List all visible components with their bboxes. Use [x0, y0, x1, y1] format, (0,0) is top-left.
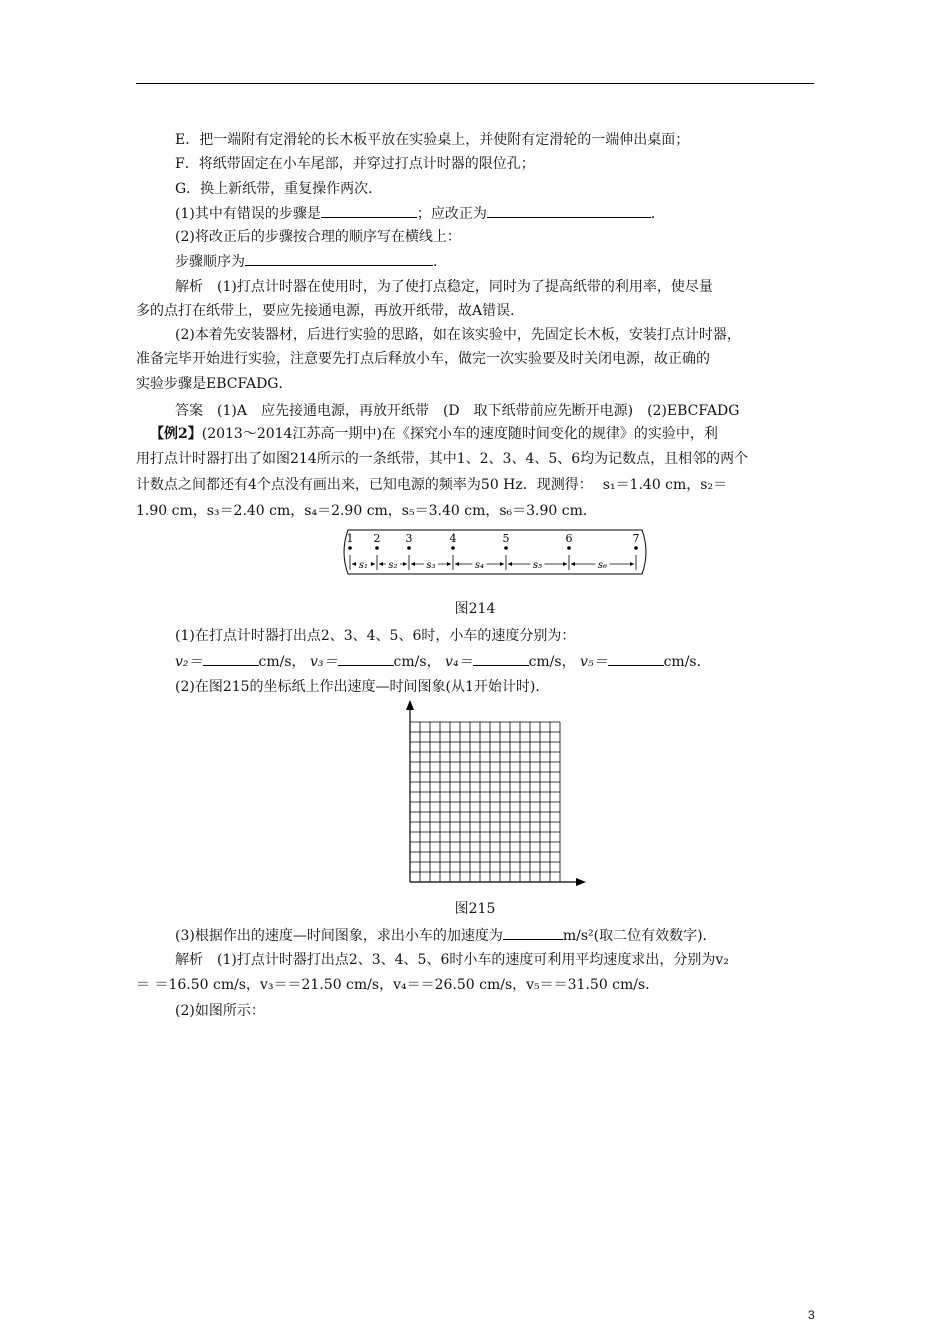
- tape-point-label: 3: [405, 532, 413, 545]
- tape-point-label: 5: [502, 532, 510, 545]
- solution-1-line1: 解析 (1)打点计时器打出点2、3、4、5、6时小车的速度可利用平均速度求出，分别为v₂: [175, 952, 729, 968]
- question-1-prompt: (1)其中有错误的步骤是: [175, 206, 321, 222]
- x-axis-arrow-icon: [576, 878, 586, 886]
- analysis-1-line2: 多的点打在纸带上，要应先接通电源，再放开纸带，故A错误．: [136, 303, 525, 319]
- tape-point-label: 7: [632, 532, 640, 545]
- part-2-prompt: (2)在图215的坐标纸上作出速度—时间图象(从1开始计时)．: [175, 679, 550, 695]
- analysis-2-line2: 准备完毕开始进行实验，注意要先打点后释放小车，做完一次实验要及时关闭电源，故正确的: [136, 351, 710, 367]
- header-rule: [136, 83, 814, 84]
- tape-segment-label: s₆: [597, 560, 608, 571]
- figure-215-caption: 图215: [454, 901, 496, 917]
- example-2-line3: 计数点之间都还有4个点没有画出来，已知电源的频率为50 Hz．现测得： s₁＝1.40 cm，s₂＝: [136, 477, 728, 493]
- answer-blank[interactable]: [487, 204, 651, 218]
- tape-dot: [348, 546, 352, 550]
- answer-blank[interactable]: [473, 652, 529, 666]
- step-f: F．将纸带固定在小车尾部，并穿过打点计时器的限位孔；: [175, 156, 535, 172]
- analysis-1-line1: 解析 (1)打点计时器在使用时，为了使打点稳定，同时为了提高纸带的利用率，使尽量: [175, 279, 713, 295]
- tape-dot: [634, 546, 638, 550]
- solution-2: (2)如图所示：: [175, 1003, 265, 1019]
- answer-blank[interactable]: [338, 652, 394, 666]
- example-2-line1: 【例2】(2013～2014江苏高一期中)在《探究小车的速度随时间变化的规律》的实验中，利: [150, 426, 718, 442]
- answer-blank[interactable]: [321, 204, 417, 218]
- part-3-prompt: (3)根据作出的速度—时间图象，求出小车的加速度为 m/s²(取二位有效数字)．: [175, 928, 717, 944]
- example-tag: 【例2】: [150, 426, 202, 442]
- tape-point-label: 1: [346, 532, 354, 545]
- answer-blank[interactable]: [608, 652, 664, 666]
- question-1: (1)其中有错误的步骤是 ；应改正为 ．: [175, 206, 665, 222]
- question-2: (2)将改正后的步骤按合理的顺序写在横线上：: [175, 229, 461, 245]
- answer-line: 答案 (1)A 应先接通电源，再放开纸带 (D 取下纸带前应先断开电源) (2)EBCFADG: [175, 403, 740, 419]
- tape-segment-label: s₄: [474, 560, 485, 571]
- paper-tape-figure: [336, 528, 652, 578]
- answer-blank[interactable]: [503, 926, 563, 940]
- question-1-correction: ；应改正为: [416, 206, 487, 222]
- velocity-blanks: v₂＝ cm/s， v₃＝ cm/s， v₄＝ cm/s， v₅＝ cm/s．: [175, 654, 711, 670]
- step-e: E．把一端附有定滑轮的长木板平放在实验桌上，并使附有定滑轮的一端伸出桌面；: [175, 132, 690, 148]
- tape-point-label: 6: [565, 532, 573, 545]
- tape-point-label: 2: [373, 532, 381, 545]
- part-1-prompt: (1)在打点计时器打出点2、3、4、5、6时，小车的速度分别为：: [175, 628, 576, 644]
- tape-dot: [567, 546, 571, 550]
- page-number: 3: [808, 1308, 815, 1322]
- tape-dot: [451, 546, 455, 550]
- y-axis-arrow-icon: [406, 700, 414, 710]
- question-2-order: 步骤顺序为 ．: [175, 254, 447, 270]
- figure-214-caption: 图214: [454, 601, 496, 617]
- analysis-2-line1: (2)本着先安装器材，后进行实验的思路，如在该实验中，先固定长木板，安装打点计时器，: [175, 327, 741, 343]
- tape-segment-label: s₅: [532, 560, 543, 571]
- graph-paper-figure: [400, 700, 590, 886]
- answer-blank[interactable]: [203, 652, 259, 666]
- tape-segment-label: s₁: [358, 560, 369, 571]
- tape-dot: [504, 546, 508, 550]
- tape-dot: [407, 546, 411, 550]
- analysis-2-line3: 实验步骤是EBCFADG．: [136, 376, 293, 392]
- tape-segment-label: s₃: [426, 560, 436, 571]
- tape-dot: [375, 546, 379, 550]
- tape-segment-label: s₂: [388, 560, 398, 571]
- solution-1-line2: ＝ ＝16.50 cm/s，v₃＝＝21.50 cm/s，v₄＝＝26.50 cm/s，v₅＝＝31.50 cm/s．: [136, 977, 660, 993]
- example-2-line4: 1.90 cm，s₃＝2.40 cm，s₄＝2.90 cm，s₅＝3.40 cm，s₆＝3.90 cm．: [136, 503, 597, 519]
- example-2-line2: 用打点计时器打出了如图214所示的一条纸带，其中1、2、3、4、5、6均为记数点，且相邻的两个: [136, 451, 749, 467]
- step-g: G．换上新纸带，重复操作两次．: [175, 181, 383, 197]
- answer-blank[interactable]: [245, 252, 433, 266]
- tape-point-label: 4: [449, 532, 457, 545]
